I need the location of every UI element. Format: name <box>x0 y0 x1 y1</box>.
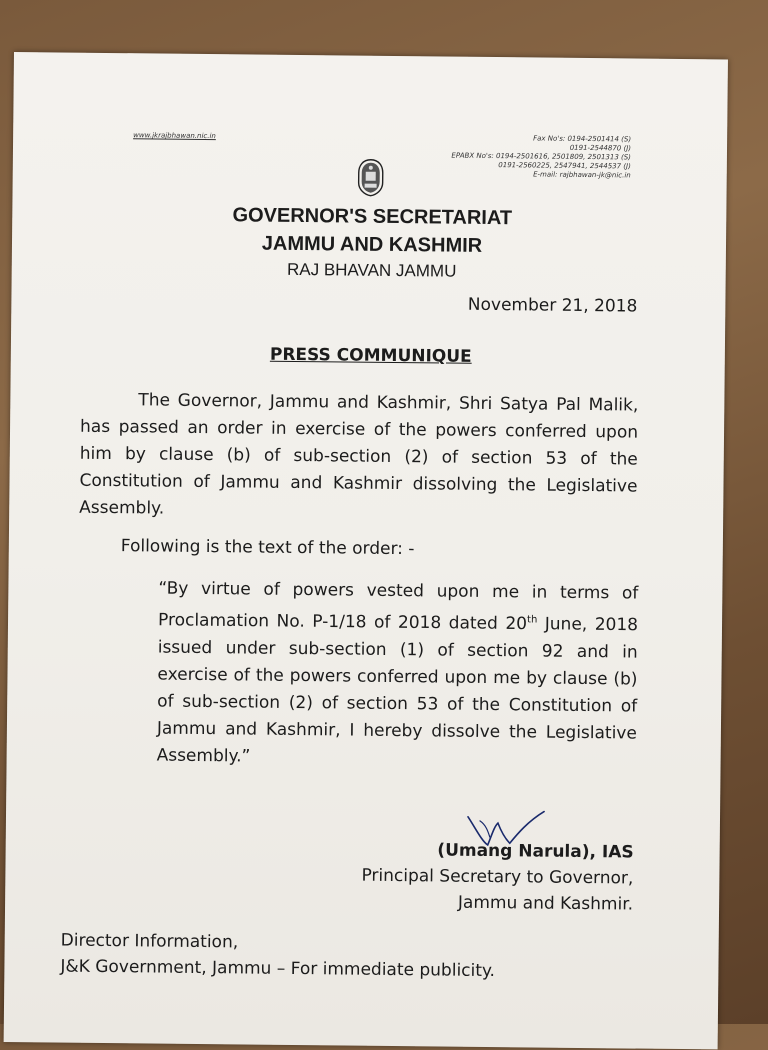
recipient-line-1: Director Information, <box>60 930 239 953</box>
secretariat-title: GOVERNOR'S SECRETARIAT <box>232 204 513 230</box>
website-url: www.jkrajbhawan.nic.in <box>133 131 216 141</box>
epabx-line-1: EPABX No's: 0194-2501616, 2501809, 2501313 (S) <box>451 151 631 162</box>
fax-line-1: Fax No's: 0194-2501414 (S) <box>533 134 632 144</box>
quote-superscript: th <box>527 614 538 626</box>
document-heading: PRESS COMMUNIQUE <box>269 344 472 367</box>
body-paragraph-1: The Governor, Jammu and Kashmir, Shri Satya Pal Malik, has passed an order in exercise of the powers conferred upon him by clause (b) of sub-section (2) of section 53 of the Constitution of Jammu and Kashmir dissolving the Legislative Assembly. <box>79 390 639 519</box>
fax-line-2: 0191-2544870 (J) <box>569 143 632 153</box>
signatory-title: Principal Secretary to Governor, <box>361 865 634 889</box>
state-title: JAMMU AND KASHMIR <box>261 232 483 257</box>
quote-text-start: “By virtue of powers vested upon me in terms of Proclamation No. P-1/18 of 2018 dated 20 <box>157 578 639 635</box>
press-release-page <box>4 52 728 1049</box>
document-date: November 21, 2018 <box>467 294 638 317</box>
signatory-name: (Umang Narula), IAS <box>437 840 634 863</box>
body-paragraph-2: Following is the text of the order: - <box>120 536 415 560</box>
signatory-state: Jammu and Kashmir. <box>457 892 634 915</box>
epabx-line-2: 0191-2560225, 2547941, 2544537 (J) <box>498 161 631 171</box>
recipient-line-2: J&K Government, Jammu – For immediate publicity. <box>60 956 496 982</box>
contact-block <box>451 134 631 181</box>
order-quote <box>156 576 638 775</box>
office-location: RAJ BHAVAN JAMMU <box>286 259 457 281</box>
state-emblem-icon <box>357 159 385 197</box>
quote-text-end: June, 2018 issued under sub-section (1) of section 92 and in exercise of the powers conferred upon me by clause (b) of sub-section (2) of section 53 of the Constitution of Jammu and Kashmir, I hereby dissolve the Legislative Assembly.” <box>156 614 639 767</box>
email-line: E-mail: rajbhawan-jk@nic.in <box>533 170 631 180</box>
